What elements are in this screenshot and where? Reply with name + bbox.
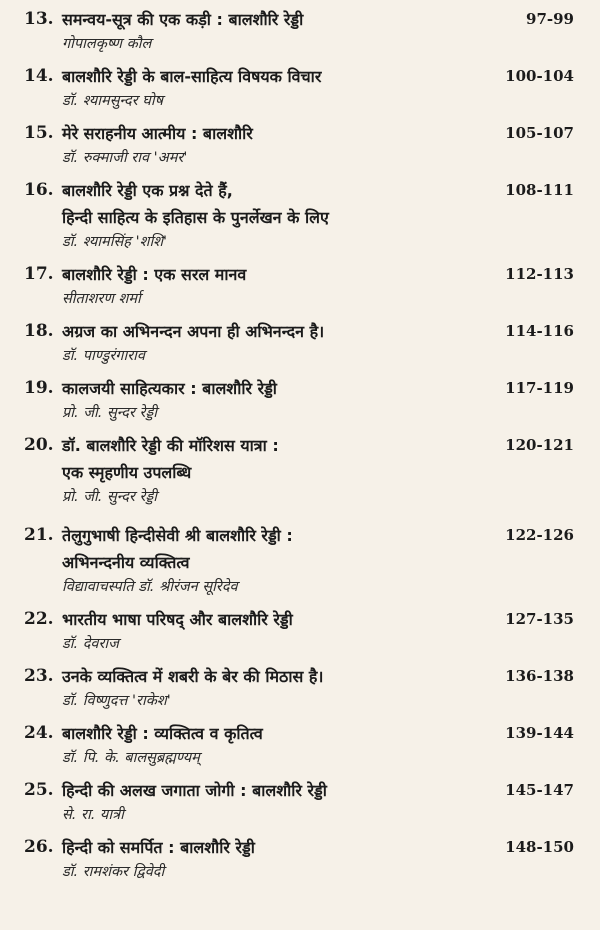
entry-title-line: एक स्मृहणीय उपलब्धि (62, 463, 192, 482)
entry-pages: 117-119 (505, 379, 574, 397)
toc-entry (24, 777, 574, 826)
entry-title (62, 834, 478, 861)
toc-entry (24, 318, 574, 367)
toc-entry (24, 261, 574, 310)
toc-entry (24, 834, 574, 883)
entry-pages: 100-104 (505, 67, 574, 85)
entry-author: से. रा. यात्री (62, 807, 124, 823)
entry-number: 25. (24, 780, 54, 800)
entry-title-line: उनके व्यक्तित्व में शबरी के बेर की मिठास है। (62, 667, 324, 686)
entry-title (62, 663, 478, 690)
entry-title-line: तेलुगुभाषी हिन्दीसेवी श्री बालशौरि रेड्डी : (62, 526, 293, 545)
entry-title (62, 261, 478, 288)
entry-title (62, 720, 478, 747)
entry-pages: 122-126 (505, 526, 574, 544)
entry-number: 18. (24, 321, 54, 341)
entry-title (62, 120, 478, 147)
entry-number: 14. (24, 66, 54, 86)
entry-title-line: बालशौरि रेड्डी : एक सरल मानव (62, 265, 247, 284)
entry-title-line: हिन्दी की अलख जगाता जोगी : बालशौरि रेड्डी (62, 781, 327, 800)
entry-number: 19. (24, 378, 54, 398)
entry-pages: 148-150 (505, 838, 574, 856)
entry-title (62, 375, 478, 402)
entry-title-line: अभिनन्दनीय व्यक्तित्व (62, 553, 190, 572)
entry-number: 21. (24, 525, 54, 545)
entry-number: 20. (24, 435, 54, 455)
entry-title-line: अग्रज का अभिनन्दन अपना ही अभिनन्दन है। (62, 322, 325, 341)
toc-entry (24, 606, 574, 655)
entry-author: डॉ. देवराज (62, 636, 119, 652)
entry-number: 23. (24, 666, 54, 686)
entry-author: डॉ. श्यामसिंह 'शशि' (62, 234, 168, 250)
entry-title-line: मेरे सराहनीय आत्मीय : बालशौरि (62, 124, 253, 143)
entry-pages: 97-99 (526, 10, 574, 28)
entry-title (62, 63, 478, 90)
entry-author: डॉ. पि. के. बालसुब्रह्मण्यम् (62, 750, 200, 766)
toc-entry (24, 432, 574, 508)
entry-number: 16. (24, 180, 54, 200)
entry-title-line: हिन्दी को समर्पित : बालशौरि रेड्डी (62, 838, 255, 857)
entry-title (62, 6, 478, 33)
toc-entry (24, 177, 574, 253)
entry-title (62, 177, 478, 231)
entry-title-line: कालजयी साहित्यकार : बालशौरि रेड्डी (62, 379, 277, 398)
entry-title (62, 606, 478, 633)
entry-number: 17. (24, 264, 54, 284)
entry-title (62, 432, 478, 486)
toc-entry (24, 120, 574, 169)
entry-pages: 108-111 (505, 181, 574, 199)
entry-pages: 145-147 (505, 781, 574, 799)
entry-title-line: बालशौरि रेड्डी : व्यक्तित्व व कृतित्व (62, 724, 263, 743)
entry-number: 13. (24, 9, 54, 29)
entry-author: डॉ. श्यामसुन्दर घोष (62, 93, 163, 109)
entry-title-line: हिन्दी साहित्य के इतिहास के पुनर्लेखन के लिए (62, 208, 329, 227)
entry-author: प्रो. जी. सुन्दर रेड्डी (62, 405, 158, 421)
entry-title-line: डॉ. बालशौरि रेड्डी की मॉरिशस यात्रा : (62, 436, 279, 455)
entry-author: डॉ. विष्णुदत्त 'राकेश' (62, 693, 171, 709)
toc-entry (24, 63, 574, 112)
toc-entry (24, 720, 574, 769)
toc-entry (24, 522, 574, 598)
entry-author: गोपालकृष्ण कौल (62, 36, 152, 52)
entry-title-line: समन्वय-सूत्र की एक कड़ी : बालशौरि रेड्डी (62, 10, 304, 29)
toc-entry (24, 375, 574, 424)
entry-author: विद्यावाचस्पति डॉ. श्रीरंजन सूरिदेव (62, 579, 238, 595)
entry-pages: 112-113 (505, 265, 574, 283)
entry-author: डॉ. पाण्डुरंगाराव (62, 348, 145, 364)
entry-title-line: बालशौरि रेड्डी एक प्रश्न देते हैं, (62, 181, 233, 200)
entry-number: 26. (24, 837, 54, 857)
entry-author: डॉ. रामशंकर द्विवेदी (62, 864, 165, 880)
toc-entry (24, 6, 574, 55)
entry-number: 22. (24, 609, 54, 629)
entry-pages: 139-144 (505, 724, 574, 742)
entry-author: सीताशरण शर्मा (62, 291, 141, 307)
entry-pages: 105-107 (505, 124, 574, 142)
entry-title (62, 522, 478, 576)
entry-author: डॉ. रुक्माजी राव 'अमर' (62, 150, 188, 166)
entry-number: 15. (24, 123, 54, 143)
entry-pages: 120-121 (505, 436, 574, 454)
entry-pages: 127-135 (505, 610, 574, 628)
entry-pages: 114-116 (505, 322, 574, 340)
entry-number: 24. (24, 723, 54, 743)
entry-pages: 136-138 (505, 667, 574, 685)
toc-entry (24, 663, 574, 712)
entry-title (62, 777, 478, 804)
entry-title-line: भारतीय भाषा परिषद् और बालशौरि रेड्डी (62, 610, 293, 629)
entry-title (62, 318, 478, 345)
entry-title-line: बालशौरि रेड्डी के बाल-साहित्य विषयक विचार (62, 67, 322, 86)
entry-author: प्रो. जी. सुन्दर रेड्डी (62, 489, 158, 505)
